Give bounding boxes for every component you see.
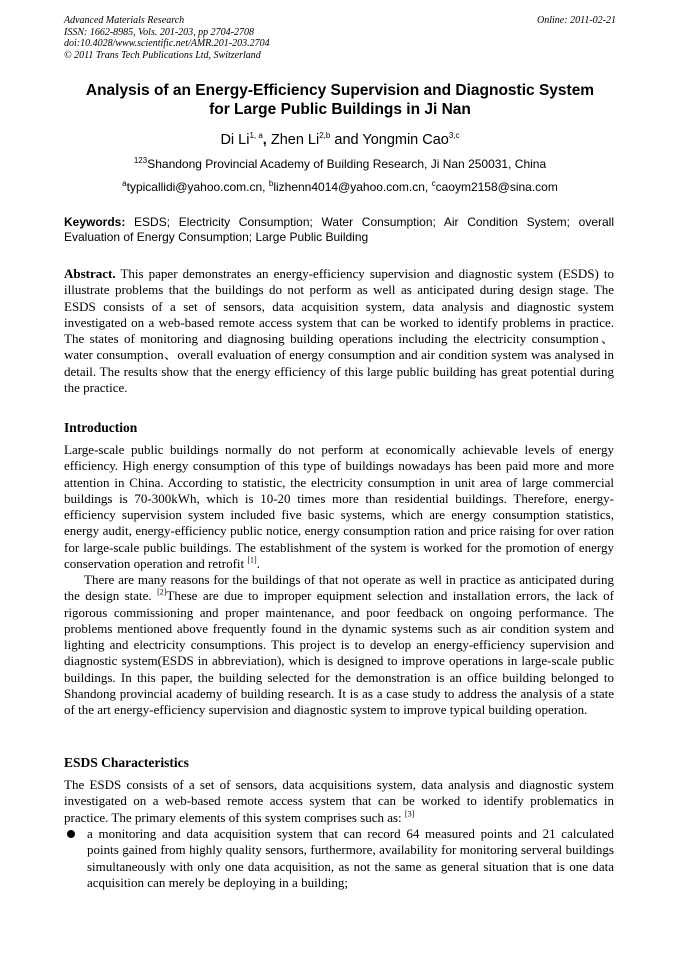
citation-1[interactable]: [1] [247,555,257,565]
affiliation-marker: 123 [133,156,148,165]
author-1: Di Li [220,132,250,148]
affiliation-text: Shandong Provincial Academy of Building Research, Ji Nan 250031, China [147,157,547,171]
email-2[interactable]: lizhenn4014@yahoo.com.cn, [273,180,432,194]
email-1[interactable]: typicallidi@yahoo.com.cn, [126,180,269,194]
journal-name: Advanced Materials Research [64,15,185,26]
author-separator: , [262,132,267,148]
intro-p2-text-a: There are many reasons for the buildings of that not operate as well in practice as anticipated during the design state. [64,572,614,604]
author-list [40,131,640,149]
intro-p1-end: . [256,556,260,572]
doi-line: doi:10.4028/www.scientific.net/AMR.201-203.2704 [64,38,270,49]
intro-p2-text-b: These are due to improper equipment selection and installation errors, the lack of rigorous commissioning and proper maintenance, and poor feedback on ongoing performance. The problems mentioned above frequently found in the dynamic systems such as air condition system and lighting and electricity consumptions. This project is to develop an energy-efficiency supervision and diagnostic system(ESDS in abbreviation), which is designed to improve operations in large-scale public buildings. In this paper, the building selected for the demonstration is an office building belonged to Shandong provincial academy of building research. It is as a case study to address the analysis of a state of the art energy-efficiency supervision and diagnostic system to improve typical building operation. [64,588,614,718]
email-1-marker: a [122,179,127,188]
citation-2[interactable]: [2] [157,587,167,597]
intro-p1-text: Large-scale public buildings normally do not perform at economically achievable levels of energy efficiency. High energy consumption of this type of buildings nowadays has been paid more and more attention in China. According to statistic, the electricity consumption in unit area of large commercial buildings is 70-300kWh, which is 10-20 times more than residential buildings. Therefore, energy-efficiency supervision system included five basic systems, which are energy consumption statistics, energy audit, energy-efficiency public notice, energy consumption ration and price raising for over ration for large-scale public buildings. The establishment of the system is worked for the promotion of energy conservation operation and retrofit [64,442,614,572]
bullet-item-1 [64,826,614,891]
author-2: Zhen Li [266,132,320,148]
esds-heading: ESDS Characteristics [64,755,189,770]
keywords-block [64,215,614,245]
introduction-paragraph-2 [64,572,614,719]
author-1-affil: 1, a [249,131,263,141]
keywords-text: ESDS; Electricity Consumption; Water Consumption; Air Condition System; overall Evaluation of Energy Consumption; Large Public Building [64,215,614,244]
author-3-affil: 3,c [448,131,460,141]
abstract-paragraph [64,266,614,396]
bullet-item-text: a monitoring and data acquisition system that can record 64 measured points and 21 calculated points gained from highly quality sensors, furthermore, availability for monitoring serveral buildings simultaneously with only one data acquisition, as not the same as general situation that is one data acquisition can merely be deploying in a building; [87,826,614,890]
paper-title [40,81,640,119]
email-3[interactable]: caoym2158@sina.com [435,180,558,194]
online-date: Online: 2011-02-21 [537,15,616,26]
introduction-paragraph-1 [64,442,614,572]
affiliation [40,157,640,172]
publication-header [64,15,616,61]
esds-p1-text: The ESDS consists of a set of sensors, data acquisitions system, data analysis and diagnostic system investigated on a web-based remote access system that can be worked to identify problematics in practice. The primary elements of this system comprises such as: [64,777,614,825]
title-line-2: for Large Public Buildings in Ji Nan [209,101,471,118]
esds-paragraph-1 [64,777,614,826]
citation-3[interactable]: [3] [404,809,415,819]
issn-line: ISSN: 1662-8985, Vols. 201-203, pp 2704-2708 [64,26,254,38]
email-list [40,180,640,195]
email-3-marker: c [431,179,436,188]
keywords-label: Keywords: [64,215,126,229]
abstract-text: This paper demonstrates an energy-efficiency supervision and diagnostic system (ESDS) to illustrate problems that the buildings do not perform as well as anticipated during design stage. The ESDS consists of a set of sensors, data acquisition system, data analysis and diagnostic system investigated on a web-based remote access system that can be worked to identify problems in practice. The states of monitoring and diagnosing building operations including the electricity consumption、water consumption、overall evaluation of energy consumption and air condition system was analysed in detail. The results show that the energy efficiency of this large public building has great potential during the practice. [64,266,614,396]
email-2-marker: b [268,179,274,188]
copyright-line: © 2011 Trans Tech Publications Ltd, Switzerland [64,49,261,61]
title-line-1: Analysis of an Energy-Efficiency Supervision and Diagnostic System [85,82,595,99]
author-3: and Yongmin Cao [330,132,449,148]
author-2-affil: 2,b [319,131,331,141]
introduction-heading: Introduction [64,420,138,435]
bullet-dot-icon [67,830,75,838]
abstract-label: Abstract. [64,266,116,281]
